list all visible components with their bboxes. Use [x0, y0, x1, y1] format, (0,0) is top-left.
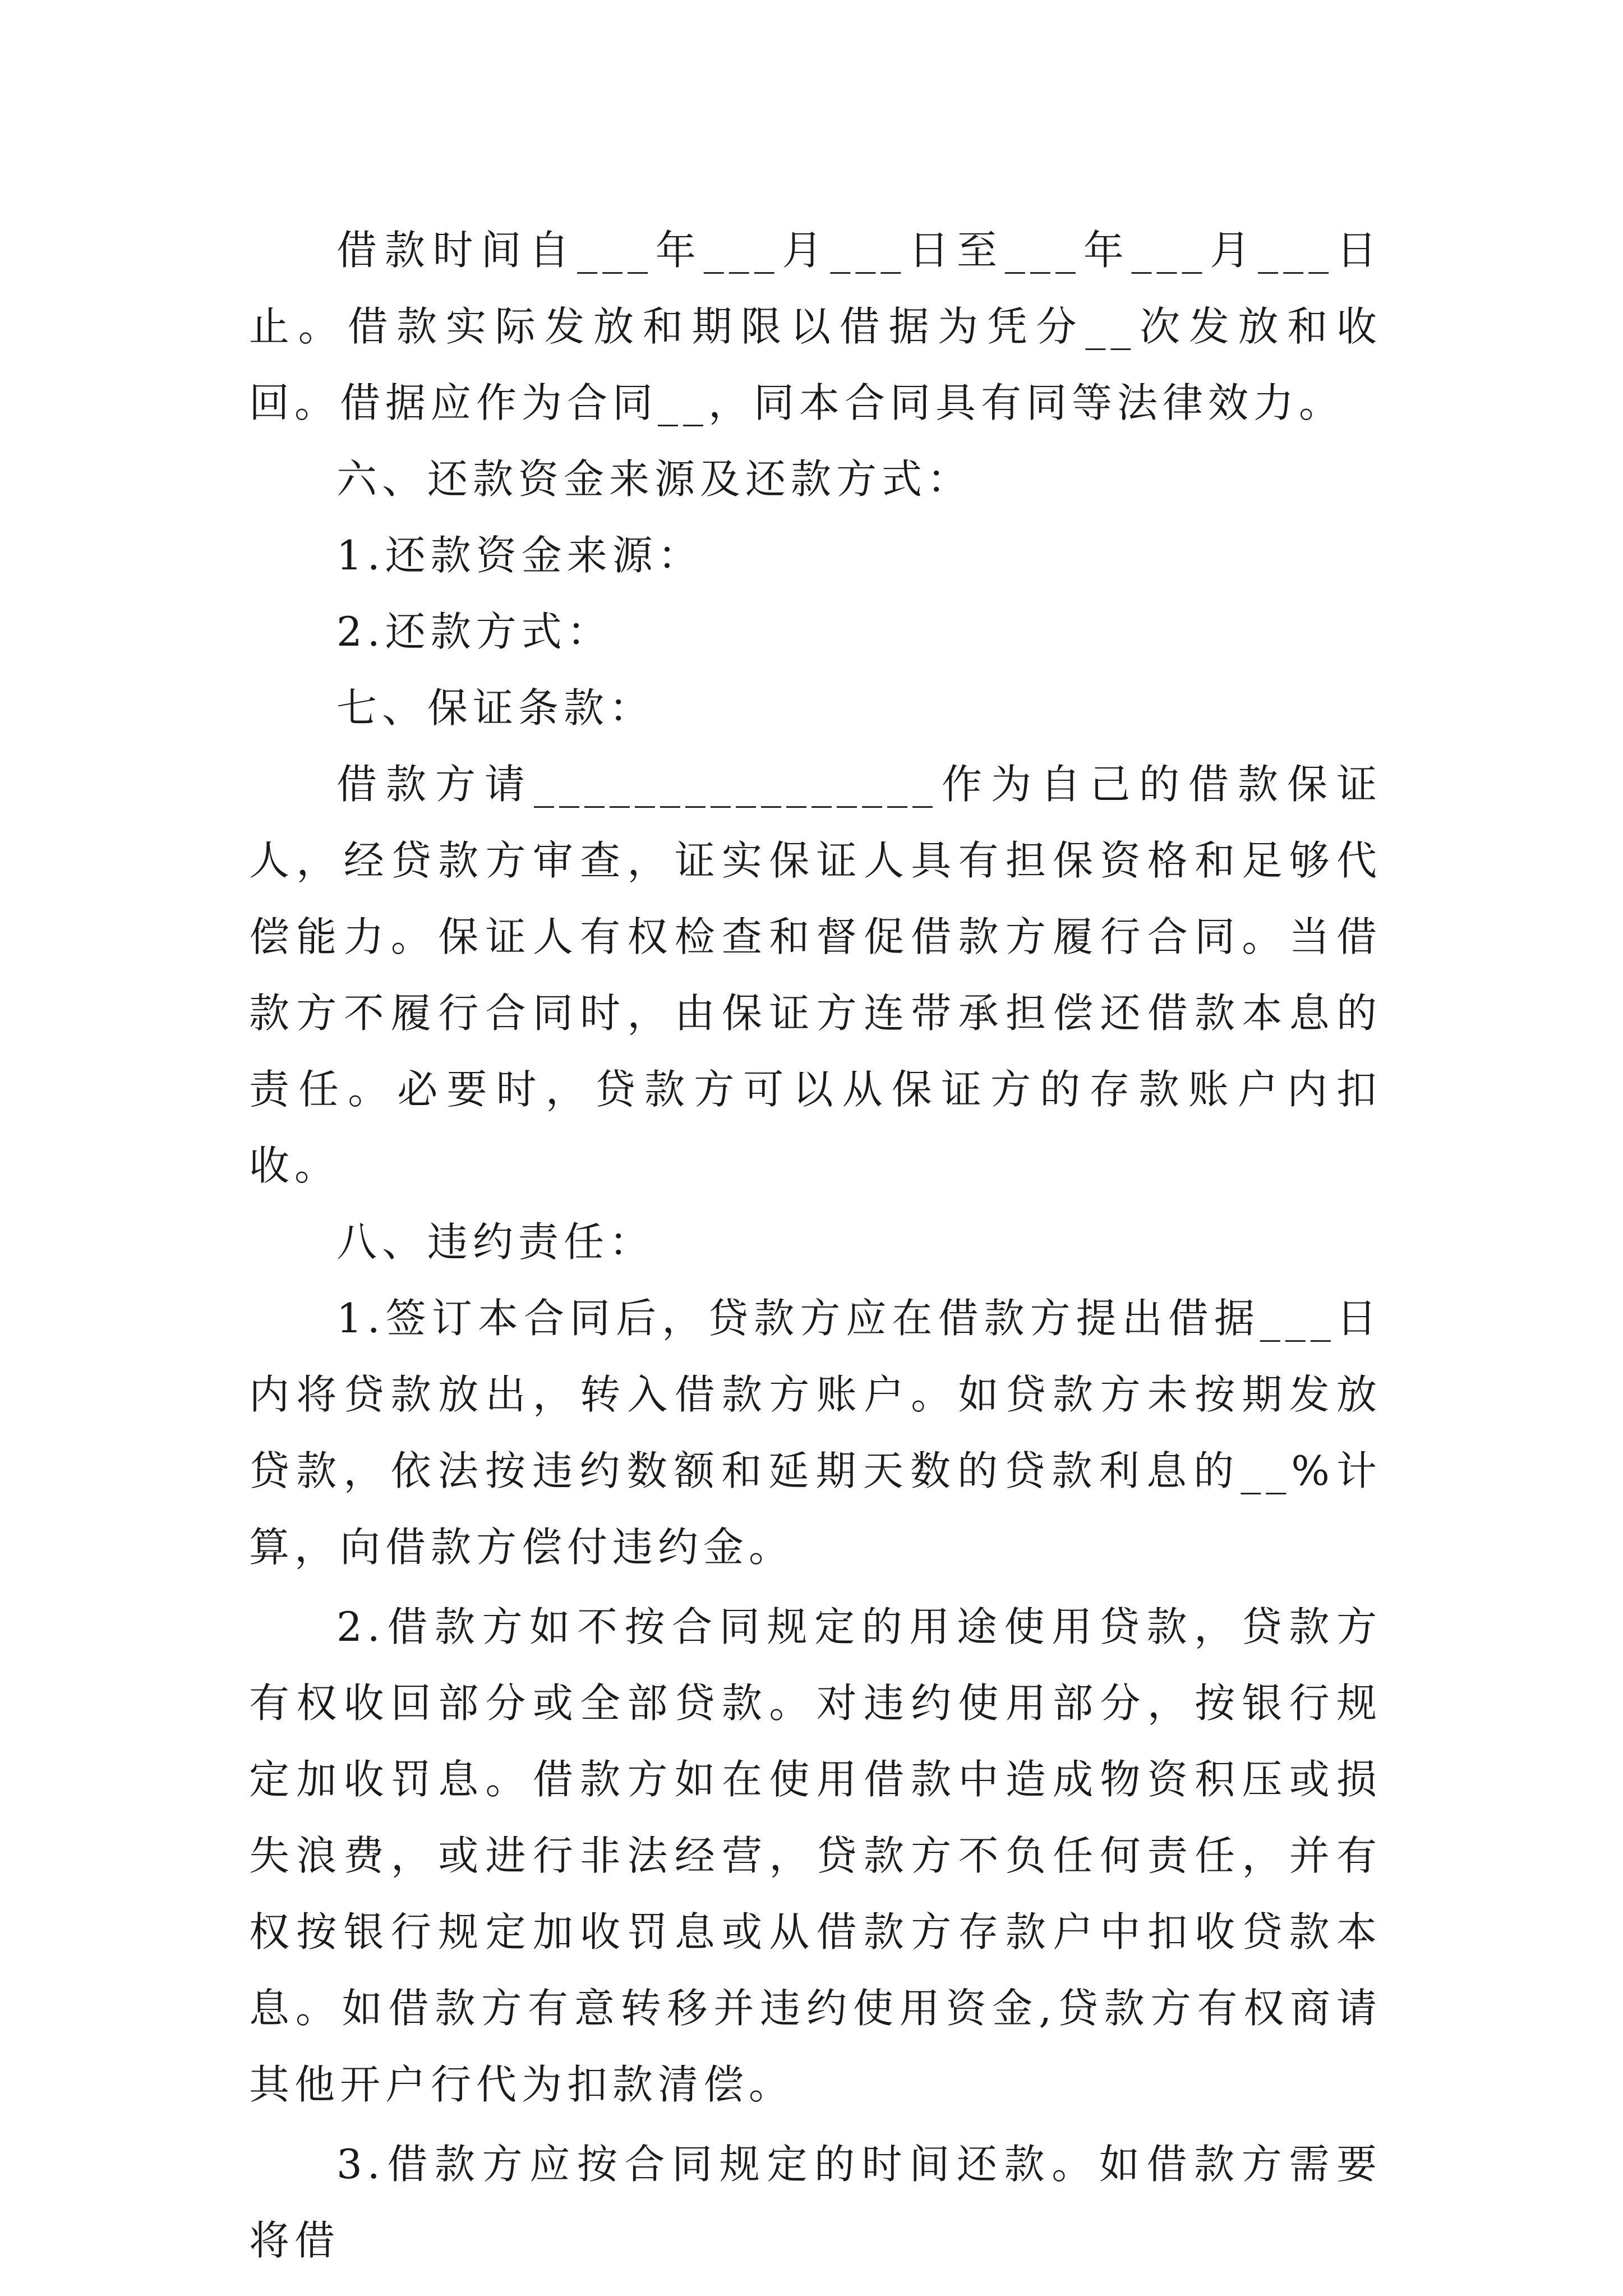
document-body	[249, 212, 1382, 2279]
paragraph-guarantor: 借款方请________________作为自己的借款保证人，经贷款方审查，证实保证人具有担保资格和足够代偿能力。保证人有权检查和督促借款方履行合同。当借款方不履行合同时，由保证方连带承担偿还借款本息的责任。必要时，贷款方可以从保证方的存款账户内扣收。	[249, 761, 1382, 1189]
paragraph-loan-period: 借款时间自___年___月___日至___年___月___日止。借款实际发放和期限以借据为凭分__次发放和收回。借据应作为合同__，同本合同具有同等法律效力。	[249, 227, 1382, 426]
paragraph-breach-2: 2.借款方如不按合同规定的用途使用贷款，贷款方有权收回部分或全部贷款。对违约使用部分，按银行规定加收罚息。借款方如在使用借款中造成物资积压或损失浪费，或进行非法经营，贷款方不负任何责任，并有权按银行规定加收罚息或从借款方存款户中扣收贷款本息。如借款方有意转移并违约使用资金,贷款方有权商请其他开户行代为扣款清偿。	[249, 1603, 1382, 2108]
item-repayment-source: 1.还款资金来源：	[336, 532, 703, 579]
heading-breach-liability: 八、违约责任：	[336, 1218, 655, 1266]
paragraph-breach-1: 1.签订本合同后，贷款方应在借款方提出借据___日内将贷款放出，转入借款方账户。如贷款方未按期发放贷款，依法按违约数额和延期天数的贷款利息的__%计算，向借款方偿付违约金。	[249, 1295, 1382, 1571]
heading-guarantee-clause: 七、保证条款：	[336, 684, 655, 731]
heading-repayment-source-method: 六、还款资金来源及还款方式：	[336, 455, 973, 503]
item-repayment-method: 2.还款方式：	[336, 608, 612, 655]
paragraph-breach-3: 3.借款方应按合同规定的时间还款。如借款方需要将借	[249, 2141, 1382, 2264]
